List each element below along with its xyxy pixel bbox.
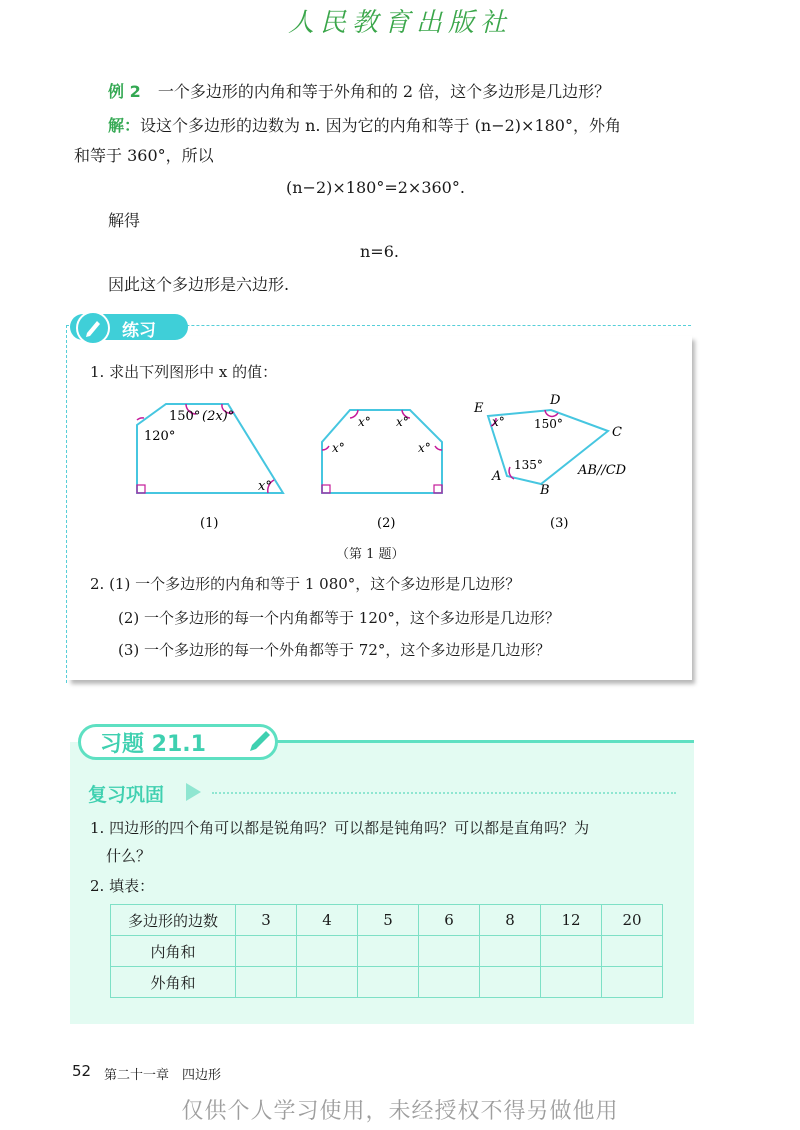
pencil-badge-icon bbox=[76, 311, 110, 345]
fig3-label-135: 135° bbox=[514, 458, 543, 472]
fig2-label-x-1: x° bbox=[358, 415, 371, 429]
table-header-cell: 6 bbox=[419, 905, 480, 936]
fig3-vertex-E: E bbox=[474, 401, 484, 416]
fig3-vertex-C: C bbox=[612, 425, 622, 440]
table-cell[interactable] bbox=[541, 967, 602, 998]
fig1-label-x: x° bbox=[258, 479, 272, 494]
solution-line-1-text: 设这个多边形的边数为 n. 因为它的内角和等于 (n−2)×180°，外角 bbox=[140, 116, 621, 135]
exercise-q2: 2. 填表： bbox=[90, 877, 155, 895]
fig1-label-120: 120° bbox=[144, 429, 176, 444]
table-cell[interactable] bbox=[419, 936, 480, 967]
fig3-vertex-A: A bbox=[492, 469, 502, 484]
fig3-label-150: 150° bbox=[534, 417, 563, 431]
fig3-parallel-note: AB//CD bbox=[578, 463, 627, 478]
table-header-cell: 20 bbox=[602, 905, 663, 936]
fig3-vertex-D: D bbox=[550, 393, 561, 408]
equation-1: (n−2)×180°=2×360°. bbox=[286, 178, 465, 197]
exercise-q1-line1: 1. 四边形的四个角可以都是锐角吗？可以都是钝角吗？可以都是直角吗？为 bbox=[90, 819, 590, 837]
table-cell[interactable] bbox=[419, 967, 480, 998]
equation-2: n=6. bbox=[360, 242, 399, 261]
practice-q2-1: 2. (1) 一个多边形的内角和等于 1 080°，这个多边形是几边形？ bbox=[90, 575, 521, 593]
exercise-tag-line bbox=[270, 740, 694, 743]
table-cell[interactable] bbox=[236, 936, 297, 967]
review-section-title: 复习巩固 bbox=[88, 784, 165, 806]
example-question bbox=[108, 82, 610, 102]
fig2-number: (2) bbox=[377, 516, 396, 531]
review-arrow-icon bbox=[186, 783, 201, 801]
table-cell[interactable] bbox=[480, 936, 541, 967]
example-label: 例 2 bbox=[108, 82, 141, 101]
table-header-cell: 4 bbox=[297, 905, 358, 936]
fig3-vertex-B: B bbox=[540, 483, 550, 498]
fig2-label-x-4: x° bbox=[418, 441, 431, 455]
watermark: 仅供个人学习使用，未经授权不得另做他用 bbox=[181, 1099, 619, 1124]
table-header-cell: 多边形的边数 bbox=[111, 905, 236, 936]
fig1-label-150: 150° bbox=[169, 409, 201, 424]
table-cell[interactable] bbox=[236, 967, 297, 998]
practice-q1: 1. 求出下列图形中 x 的值： bbox=[90, 363, 278, 381]
publisher-logo: 人民教育出版社 bbox=[287, 8, 512, 38]
table-row bbox=[111, 967, 663, 998]
figure-1 bbox=[137, 404, 283, 531]
figure-caption: （第 1 题） bbox=[336, 547, 405, 562]
figures bbox=[100, 390, 660, 540]
table-row bbox=[111, 905, 663, 936]
pencil-icon bbox=[244, 727, 274, 757]
fig2-label-x-2: x° bbox=[396, 415, 409, 429]
example-question-text: 一个多边形的内角和等于外角和的 2 倍，这个多边形是几边形？ bbox=[157, 82, 611, 101]
exercise-q1-line2: 什么？ bbox=[106, 847, 152, 865]
table-cell[interactable] bbox=[541, 936, 602, 967]
table-header-cell: 8 bbox=[480, 905, 541, 936]
figure-3 bbox=[473, 393, 627, 531]
conclusion: 因此这个多边形是六边形. bbox=[108, 275, 290, 294]
table-row bbox=[111, 936, 663, 967]
practice-q2-2: (2) 一个多边形的每一个内角都等于 120°，这个多边形是几边形？ bbox=[118, 609, 560, 627]
table-cell[interactable] bbox=[602, 967, 663, 998]
exercise-tag-label: 习题 21.1 bbox=[100, 732, 206, 757]
table-row-label: 内角和 bbox=[111, 936, 236, 967]
review-divider bbox=[212, 792, 676, 794]
practice-q2-3: (3) 一个多边形的每一个外角都等于 72°，这个多边形是几边形？ bbox=[118, 641, 551, 659]
solution-line-1 bbox=[108, 116, 621, 136]
fig1-label-2x: (2x)° bbox=[202, 409, 235, 424]
figure-2 bbox=[322, 410, 442, 531]
fill-table bbox=[110, 904, 663, 998]
solution-label: 解： bbox=[108, 116, 141, 135]
table-row-label: 外角和 bbox=[111, 967, 236, 998]
fig1-number: (1) bbox=[200, 516, 219, 531]
table-header-cell: 3 bbox=[236, 905, 297, 936]
table-cell[interactable] bbox=[297, 967, 358, 998]
table-cell[interactable] bbox=[480, 967, 541, 998]
table-header-cell: 5 bbox=[358, 905, 419, 936]
practice-tag-label: 练习 bbox=[122, 321, 156, 341]
chapter-title: 第二十一章 四边形 bbox=[104, 1068, 222, 1083]
table-cell[interactable] bbox=[358, 967, 419, 998]
fig3-number: (3) bbox=[550, 516, 569, 531]
solution-line-2: 和等于 360°，所以 bbox=[74, 146, 214, 165]
table-cell[interactable] bbox=[358, 936, 419, 967]
table-header-cell: 12 bbox=[541, 905, 602, 936]
fig3-label-x: x° bbox=[492, 415, 505, 429]
page-number: 52 bbox=[72, 1062, 92, 1080]
table-cell[interactable] bbox=[297, 936, 358, 967]
solve-word: 解得 bbox=[108, 211, 141, 230]
table-cell[interactable] bbox=[602, 936, 663, 967]
fig2-label-x-3: x° bbox=[332, 441, 345, 455]
